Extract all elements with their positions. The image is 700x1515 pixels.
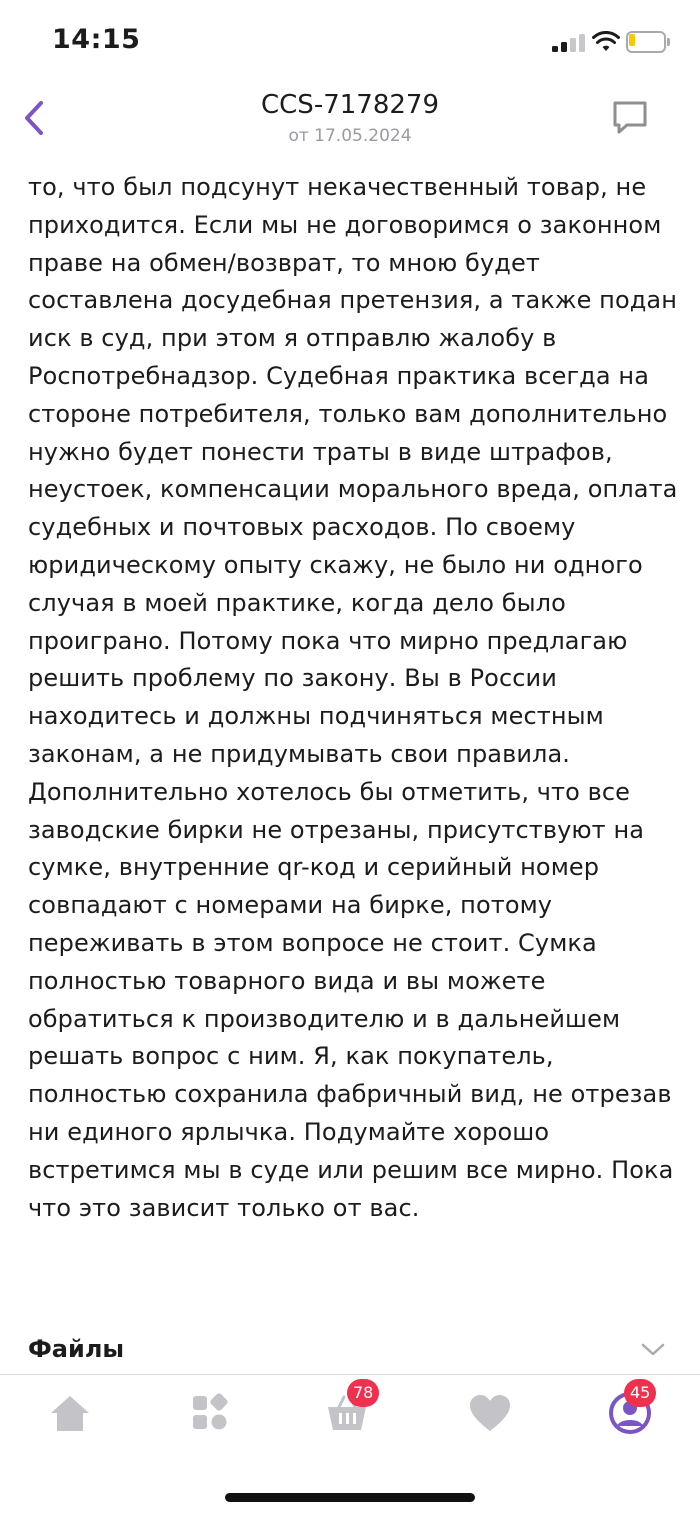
message-text: то, что был подсунут некачественный товар, не приходится. Если мы не договоримся о законном праве на обмен/возврат, то мною будет составлена досудебная претензия, а также подан иск в суд, при этом я отправлю жалобу в Роспотребнадзор. Судебная практика всегда на стороне потребителя, только вам дополнительно нужно будет понести траты в виде штрафов, неустоек, компенсации морального вреда, оплата судебных и почтовых расходов. По своему юридическому опыту скажу, не было ни одного случая в моей практике, когда дело было проиграно. Потому пока что мирно предлагаю решить проблему по закону. Вы в России находитесь и должны подчиняться местным законам, а не придумывать свои правила. Дополнительно хотелось бы отметить, что все заводские бирки не отрезаны, присутствуют на сумке, внутренние qr-код и серийный номер совпадают с номерами на бирке, потому переживать в этом вопросе не стоит. Сумка полностью товарного вида и вы можете обратиться к производителю и в дальнейшем решать вопрос с ним. Я, как покупатель, полностью сохранила фабричный вид, не отрезав ни единого ярлычка. Подумайте хорошо встретимся мы в суде или решим все мирно. Пока что это зависит только от вас. bbox=[28, 173, 678, 1222]
header bbox=[0, 84, 700, 146]
tab-profile[interactable] bbox=[600, 1385, 660, 1441]
tab-catalog[interactable] bbox=[180, 1385, 240, 1441]
catalog-icon bbox=[190, 1393, 230, 1433]
tab-cart[interactable] bbox=[317, 1385, 377, 1441]
page-subtitle: от 17.05.2024 bbox=[288, 126, 412, 146]
status-bar bbox=[0, 0, 700, 84]
chevron-down-icon[interactable] bbox=[640, 1341, 666, 1359]
files-section[interactable] bbox=[0, 1325, 700, 1375]
files-label: Файлы bbox=[28, 1335, 125, 1363]
signal-icon bbox=[552, 34, 586, 52]
tab-home[interactable] bbox=[40, 1385, 100, 1441]
page-title: CCS-7178279 bbox=[261, 90, 439, 120]
cart-badge: 78 bbox=[347, 1379, 379, 1407]
tab-favorites[interactable] bbox=[460, 1385, 520, 1441]
profile-badge: 45 bbox=[624, 1379, 656, 1407]
wifi-icon bbox=[592, 31, 620, 53]
chat-button[interactable] bbox=[610, 98, 650, 138]
heart-icon bbox=[468, 1393, 512, 1433]
message-body bbox=[28, 132, 678, 1292]
status-time: 14:15 bbox=[52, 24, 141, 55]
home-icon bbox=[49, 1393, 91, 1433]
battery-icon bbox=[626, 31, 670, 53]
chat-bubble-icon bbox=[610, 98, 650, 138]
home-indicator bbox=[225, 1493, 475, 1502]
